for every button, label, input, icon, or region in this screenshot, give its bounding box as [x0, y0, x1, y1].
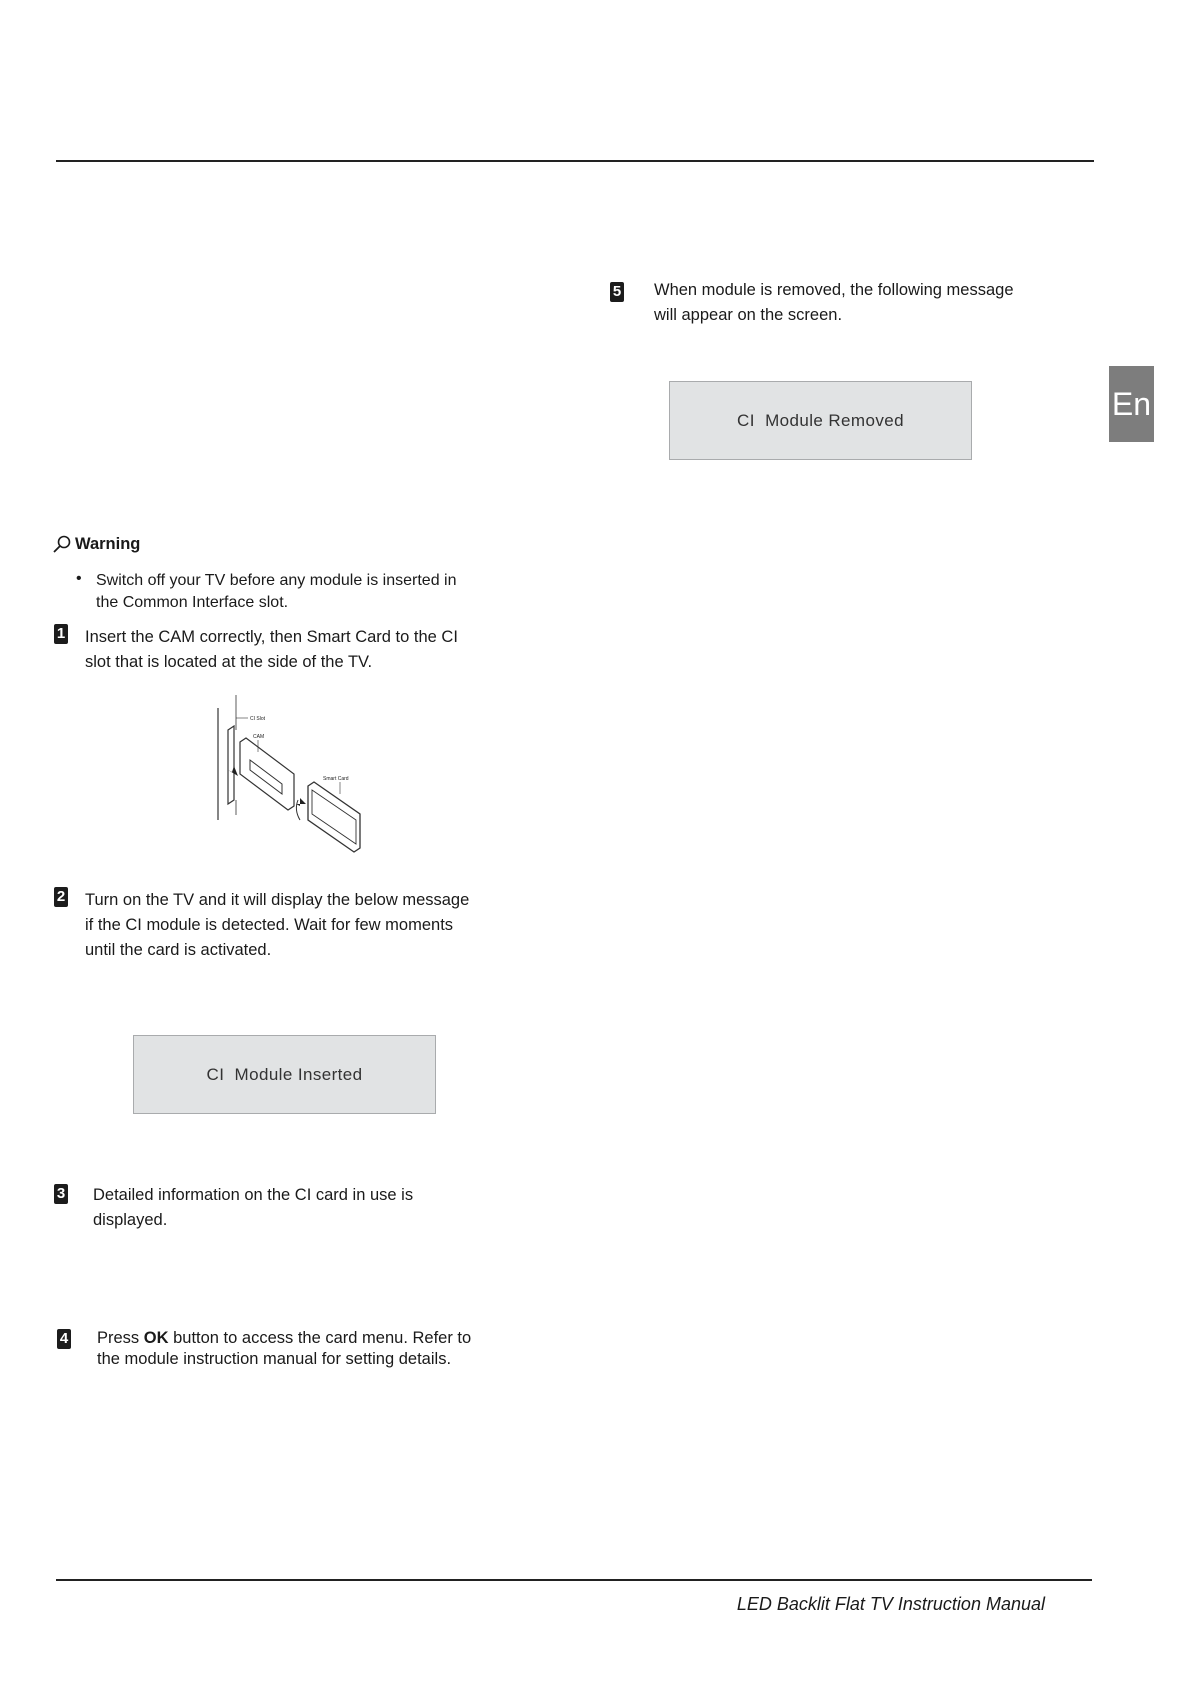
ok-key-label: OK — [143, 1329, 169, 1347]
cam-label: CAM — [253, 734, 265, 740]
step-3-text — [93, 1183, 413, 1233]
insert-arrow — [228, 766, 238, 776]
step-5-line1: When module is removed, the following message — [654, 281, 1014, 299]
step-3-line1: Detailed information on the CI card in use is — [93, 1186, 414, 1204]
magnifier-icon — [52, 534, 72, 554]
step-4-number: 4 — [57, 1329, 71, 1349]
footer-rule — [56, 1579, 1092, 1581]
ci-inserted-message: CI Module Inserted — [206, 1064, 363, 1084]
footer-manual-title: LED Backlit Flat TV Instruction Manual — [736, 1594, 1045, 1614]
step-4-text — [97, 1328, 471, 1370]
step-1-text — [85, 625, 458, 675]
language-tab: En — [1109, 366, 1154, 442]
step-2-number: 2 — [54, 887, 68, 907]
header-rule — [56, 160, 1094, 162]
step-5-number: 5 — [610, 282, 624, 302]
step-2-line1: Turn on the TV and it will display the below message — [85, 891, 470, 909]
ci-removed-message: CI Module Removed — [737, 410, 904, 430]
cam-insertion-diagram — [210, 690, 370, 860]
step-3-number: 3 — [54, 1184, 68, 1204]
step-1-number: 1 — [54, 624, 68, 644]
warning-heading — [52, 534, 140, 554]
step-5-line2: will appear on the screen. — [654, 306, 843, 324]
warning-title: Warning — [75, 534, 141, 553]
ci-removed-message-box — [669, 381, 972, 460]
step-4-line1: Press OK button to access the card menu. Refer to — [97, 1329, 472, 1347]
step-2-line3: until the card is activated. — [85, 941, 272, 959]
step-3-line2: displayed. — [93, 1211, 168, 1229]
smart-card-label: Smart Card — [323, 776, 349, 782]
ci-slot-housing — [228, 726, 234, 804]
step-1-line1: Insert the CAM correctly, then Smart Card to the CI — [85, 628, 458, 646]
step-2-text — [85, 888, 469, 963]
warning-bullet-line1: Switch off your TV before any module is inserted in — [96, 572, 457, 589]
ci-inserted-message-box — [133, 1035, 436, 1114]
cam-module — [240, 738, 294, 810]
step-5-text — [654, 278, 1014, 328]
warning-bullet-line2: the Common Interface slot. — [96, 594, 289, 611]
ci-slot-label: CI Slot — [250, 716, 266, 722]
step-4-line2: the module instruction manual for setting details. — [97, 1350, 452, 1368]
step-1-line2: slot that is located at the side of the TV. — [85, 653, 373, 671]
step-2-line2: if the CI module is detected. Wait for few moments — [85, 916, 454, 934]
